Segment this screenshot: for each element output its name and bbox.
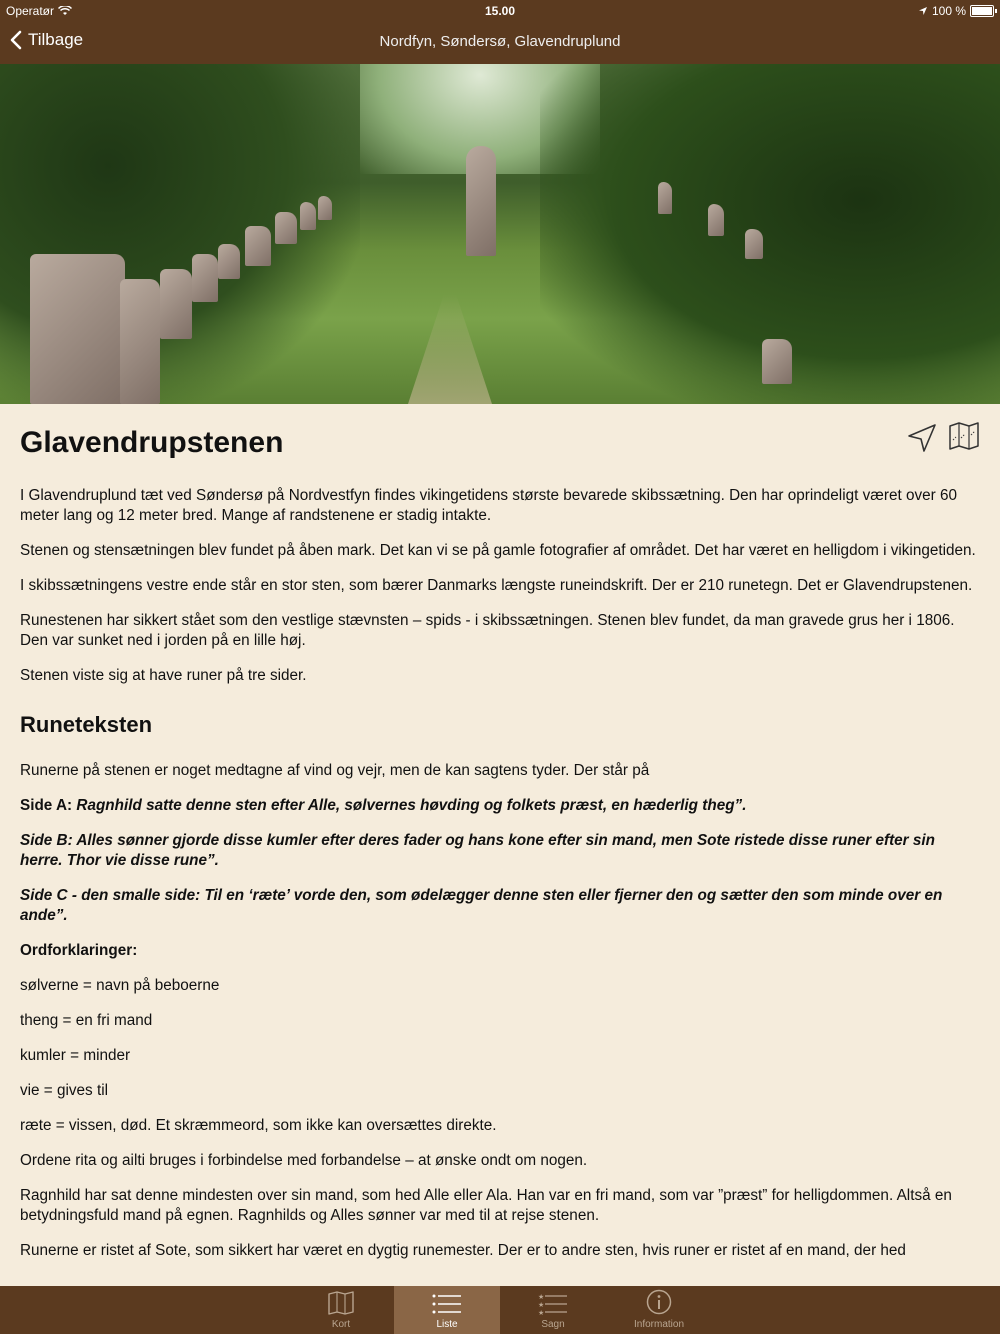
title-actions [906, 422, 980, 454]
photo-stone [218, 244, 240, 279]
back-button[interactable] [10, 30, 83, 50]
photo-stone [318, 196, 332, 220]
photo-gallery[interactable] [0, 64, 1000, 404]
section-heading: Runeteksten [20, 712, 153, 737]
photo-stone [160, 269, 192, 339]
tab-label: Information [633, 1319, 685, 1330]
nav-title: Nordfyn, Søndersø, Glavendruplund [379, 33, 621, 50]
glossary-item: vie = gives til [20, 1082, 108, 1099]
status-time: 15.00 [484, 4, 516, 18]
battery-label: 100 % [931, 4, 966, 18]
svg-text:★: ★ [538, 1293, 545, 1301]
photo-stone [658, 182, 672, 214]
glossary-item: ræte = vissen, død. Et skræmmeord, som ikke kan oversættes direkte. [20, 1117, 497, 1134]
map-icon[interactable] [948, 422, 980, 450]
battery-icon [970, 5, 994, 17]
glossary-item: sølverne = navn på beboerne [20, 977, 220, 994]
navigate-icon[interactable] [906, 422, 938, 454]
photo-stone [30, 254, 125, 404]
svg-text:★: ★ [538, 1309, 545, 1315]
info-icon [646, 1289, 672, 1315]
photo-stone [300, 202, 316, 230]
tab-kort[interactable] [288, 1286, 394, 1334]
tab-information[interactable] [606, 1286, 712, 1334]
star-list-icon [538, 1293, 568, 1315]
side-a-text: Ragnhild satte denne sten efter Alle, sølvernes høvding og folkets præst, en hæderlig theg”. [76, 797, 747, 814]
photo-stone [745, 229, 763, 259]
tab-bar [0, 1286, 1000, 1334]
glossary-item: kumler = minder [20, 1047, 131, 1064]
rune-stone-image [466, 146, 496, 256]
back-button-label: Tilbage [28, 30, 84, 49]
article-paragraph: Stenen viste sig at have runer på tre sider. [20, 667, 307, 684]
tab-label: Liste [436, 1319, 458, 1330]
location-arrow-icon [918, 6, 928, 16]
photo-stone [762, 339, 792, 384]
rune-intro: Runerne på stenen er noget medtagne af vind og vejr, men de kan sagtens tyder. Der står på [20, 762, 650, 779]
glossary-heading: Ordforklaringer: [20, 942, 138, 959]
article-paragraph: I skibssætningens vestre ende står en stor sten, som bærer Danmarks længste runeindskrift. Der er 210 runetegn. Det er Glavendrupstenen. [20, 577, 973, 594]
article-paragraph: Runestenen har sikkert stået som den vestlige stævnsten – spids - i skibssætningen. Stenen blev fundet, da man gravede grus her i 1806. Den var sunket ned i jorden på en lille høj. [20, 612, 955, 649]
svg-text:★: ★ [538, 1301, 545, 1309]
article-paragraph: I Glavendruplund tæt ved Søndersø på Nordvestfyn findes vikingetidens største bevarede skibssætning. Den har oprindeligt været over 60 meter lang og 12 meter bred. Mange af randstenene er stadig intakte. [20, 487, 957, 524]
list-icon [432, 1293, 462, 1315]
side-a-label: Side A: [20, 797, 77, 814]
tab-label: Kort [331, 1319, 351, 1330]
status-bar [0, 0, 1000, 22]
article-paragraph: Runerne er ristet af Sote, som sikkert har været en dygtig runemester. Der er to andre sten, hvis runer er ristet af en mand, der hed [20, 1242, 906, 1259]
photo-stone [245, 226, 271, 266]
rune-side-b: Side B: Alles sønner gjorde disse kumler efter deres fader og hans kone efter sin mand, men Sote ristede disse runer efter sin herre. Thor vie disse rune”. [20, 832, 935, 869]
carrier-label: Operatør [6, 4, 55, 18]
photo-stone [120, 279, 160, 404]
rune-side-a [20, 796, 980, 816]
glossary-item: theng = en fri mand [20, 1012, 153, 1029]
photo-stone [192, 254, 218, 302]
tab-sagn[interactable] [500, 1286, 606, 1334]
navigation-bar [0, 22, 1000, 64]
tab-liste[interactable] [394, 1286, 500, 1334]
article-paragraph: Ragnhild har sat denne mindesten over sin mand, som hed Alle eller Ala. Han var en fri mand, som var ”præst” for helligdommen. Altså en betydningsfuld mand på egnen. Ragnhilds og Alles sønner var med til at rejse stenen. [20, 1187, 952, 1224]
article-paragraph: Stenen og stensætningen blev fundet på åben mark. Det kan vi se på gamle fotografier af området. Det har været en helligdom i vikingetiden. [20, 542, 976, 559]
tab-label: Sagn [541, 1319, 565, 1330]
status-right [918, 4, 994, 18]
article-paragraph: Ordene rita og ailti bruges i forbindelse med forbandelse – at ønske ondt om nogen. [20, 1152, 588, 1169]
rune-side-c: Side C - den smalle side: Til en ‘ræte’ vorde den, som ødelægger denne sten eller fjerner den og sætter den som minde over en ande”. [20, 887, 943, 924]
map-icon [327, 1291, 355, 1315]
photo-path [390, 294, 510, 404]
photo-stone [275, 212, 297, 244]
article-content [20, 404, 980, 1286]
chevron-left-icon [10, 30, 22, 50]
photo-stone [708, 204, 724, 236]
article-title: Glavendrupstenen [20, 426, 284, 459]
